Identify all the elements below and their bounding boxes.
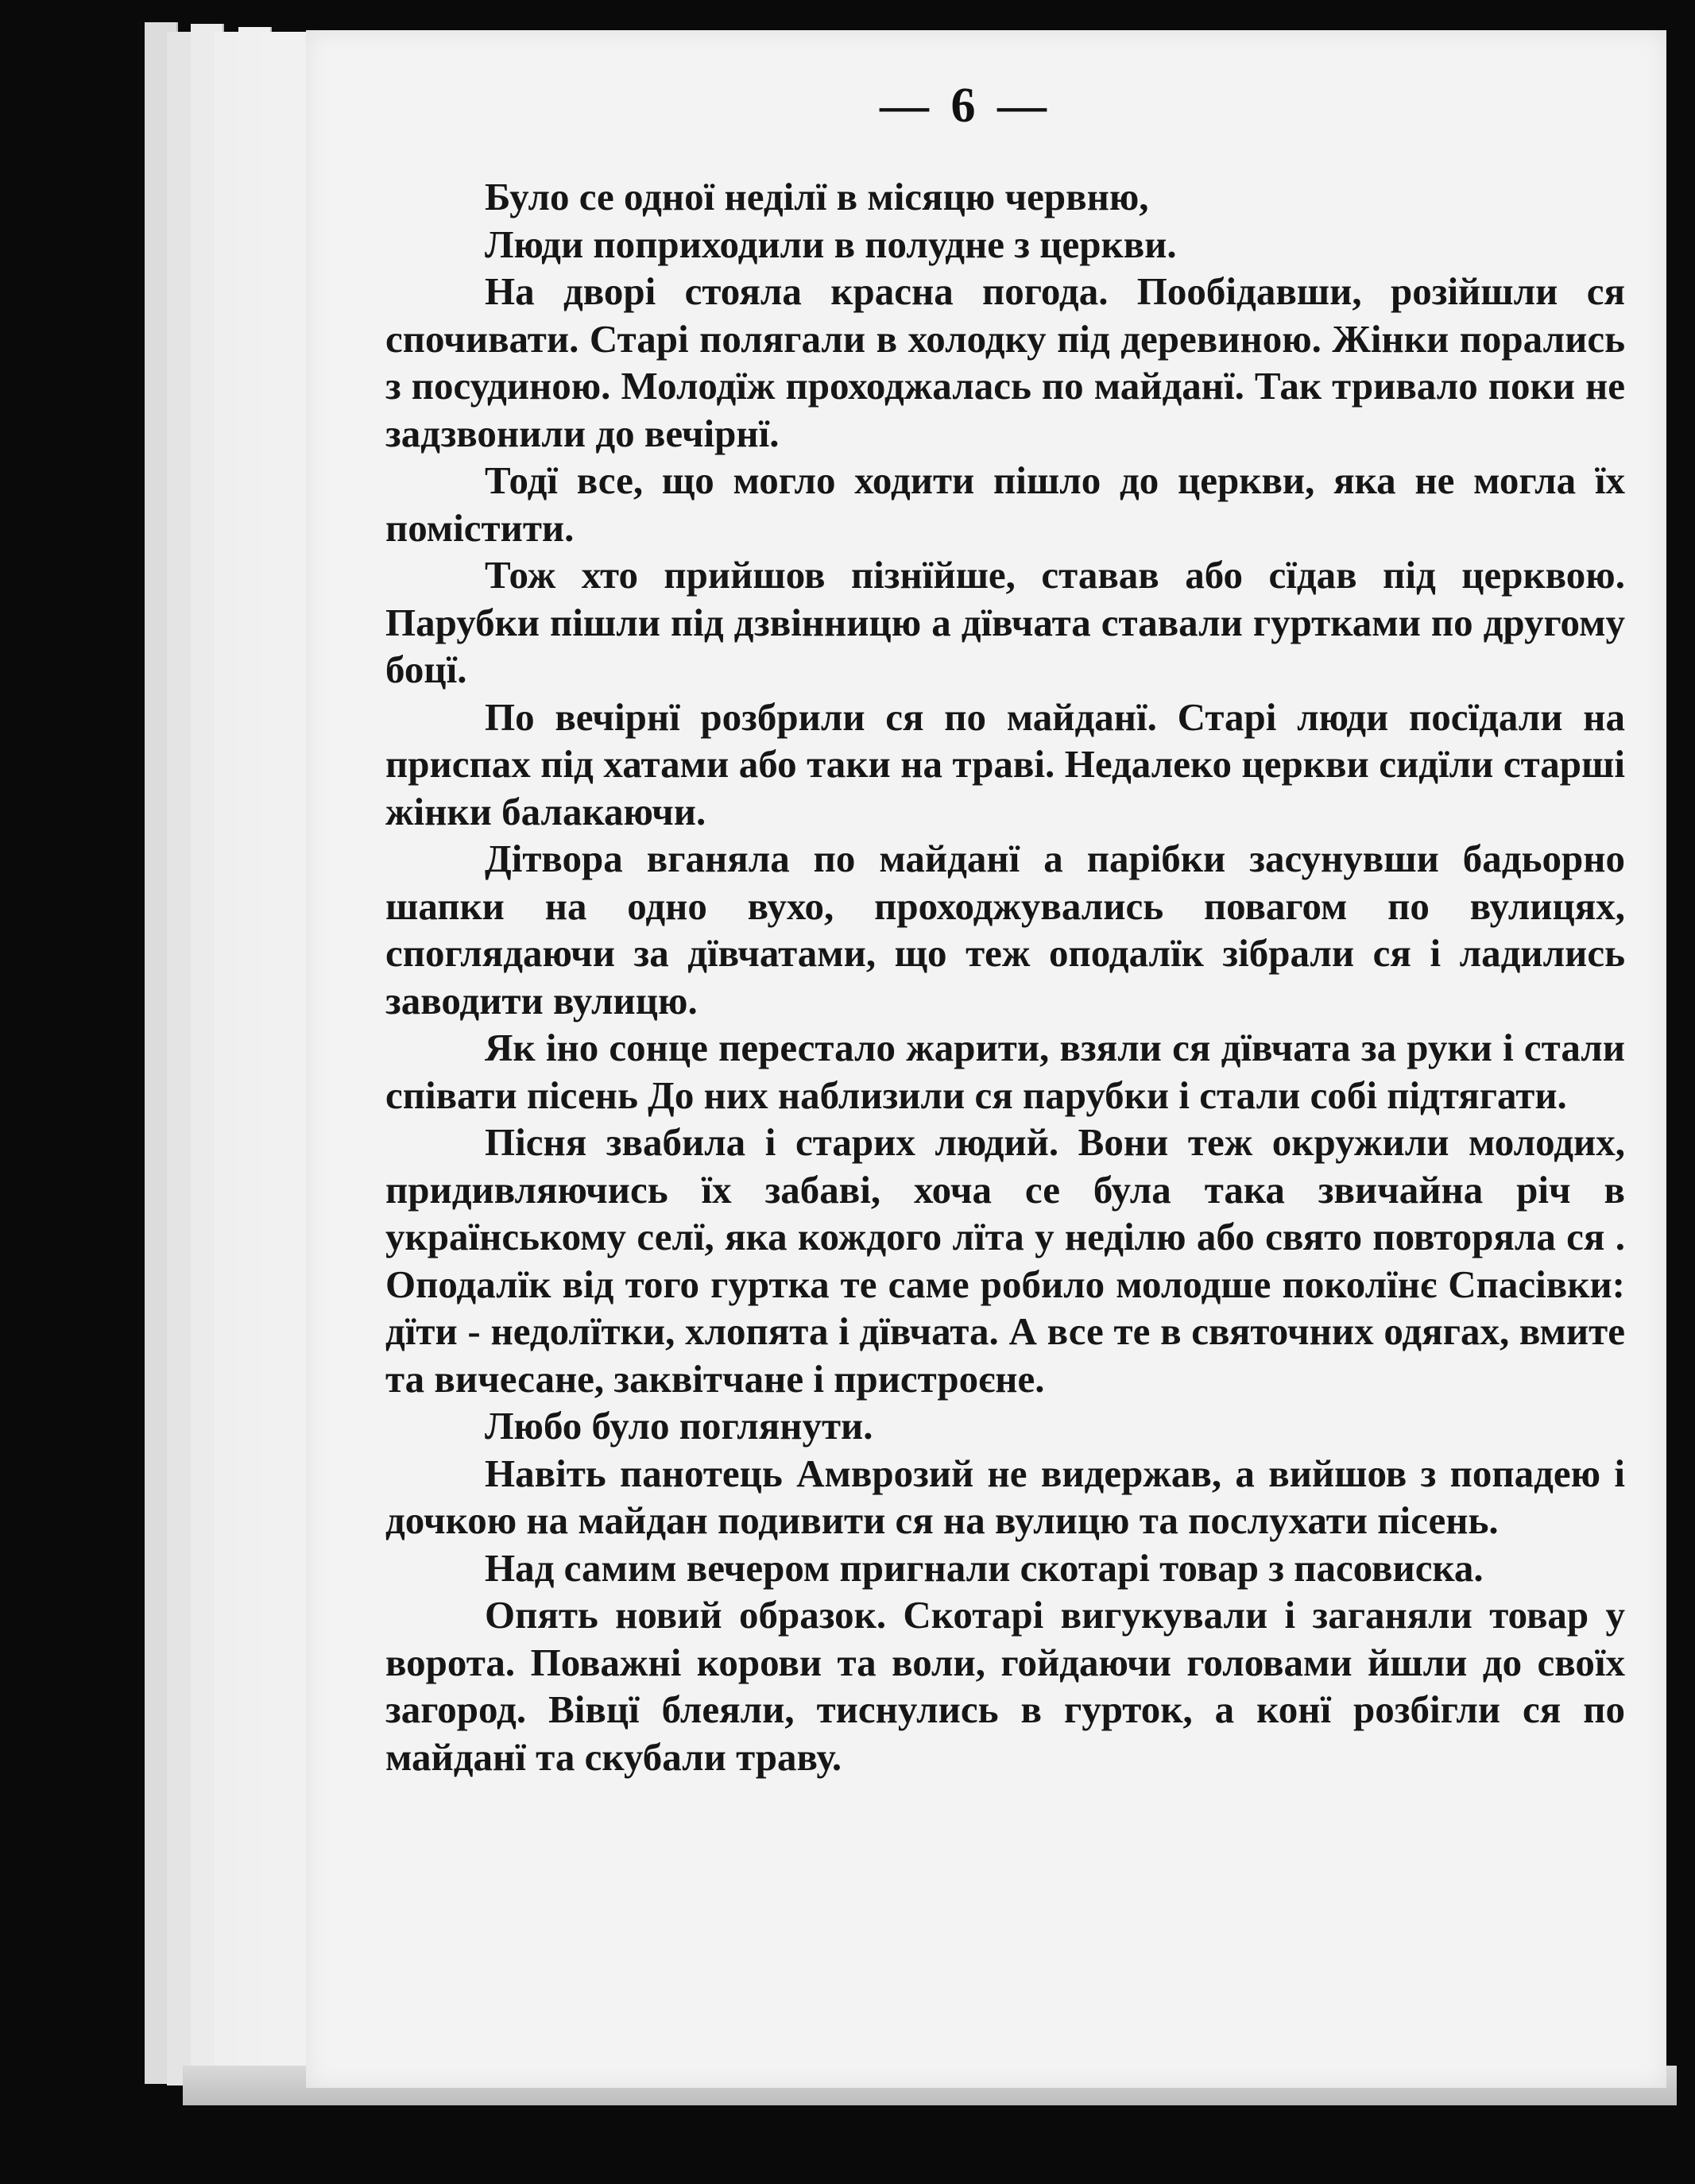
paragraph: Любо було поглянути. <box>485 1404 873 1448</box>
paragraph: На дворі стояла красна погода. Пообідавши, розійшли ся спочивати. Старі полягали в холодку під деревиною. Жінки порались з посудиною. Молодїж проходжалась по майданї. Так тривало поки не задзвонили до вечірнї. <box>385 269 1625 455</box>
paragraph: Як іно сонце перестало жарити, взяли ся дївчата за руки і стали співати пісень До них наблизили ся парубки і стали собі підтягати. <box>385 1026 1625 1117</box>
page-number: — 6 — <box>880 79 1051 133</box>
paragraph: Тодї все, що могло ходити пішло до церкви, яка не могла їх помістити. <box>385 458 1625 550</box>
paragraph: Пісня звабила і старих людий. Вони теж окружили молодих, придивляючись їх забаві, хоча се була така звичайна річ в українському селї, яка кождого лїта у неділю або свято повторяла ся . Оподалїк від того гуртка те саме робило молодше поколїнє Спасівки: дїти - недолїтки, хлопята і дївчата. А все те в святочних одягах, вмите та вичесане, заквітчане і пристроєне. <box>385 1120 1625 1401</box>
paragraph: Було се одної неділї в місяцю червню, <box>485 175 1149 218</box>
page-text <box>385 173 1625 1780</box>
paragraph: Тож хто прийшов пізнїйше, ставав або сїдав під церквою. Парубки пішли під дзвінницю а дївчата ставали гуртками по другому боцї. <box>385 553 1625 691</box>
paragraph: Люди поприходили в полудне з церкви. <box>485 222 1177 266</box>
paragraph: Опять новий образок. Скотарі вигукували і заганяли товар у ворота. Поважні корови та воли, гойдаючи головами йшли до своїх загород. Вівцї блеяли, тиснулись в гурток, а конї розбігли ся по майданї та скубали траву. <box>385 1593 1625 1779</box>
paragraph: Над самим вечером пригнали скотарі товар з пасовиска. <box>485 1545 1484 1590</box>
paragraph: Навіть панотець Амврозий не видержав, а вийшов з попадею і дочкою на майдан подивити ся на вулицю та послухати пісень. <box>385 1451 1625 1542</box>
paragraph: По вечірнї розбрили ся по майданї. Старі люди посїдали на приспах під хатами або таки на траві. Недалеко церкви сидїли старші жінки балакаючи. <box>385 694 1625 833</box>
paragraph: Дітвора вганяла по майданї а парібки засунувши бадьорно шапки на одно вухо, проходжувались повагом по вулицях, споглядаючи за дївчатами, що теж оподалїк зібрали ся і ладились заводити вулицю. <box>385 837 1625 1022</box>
book-page <box>306 30 1666 2088</box>
page-stack-edge <box>262 32 312 2101</box>
